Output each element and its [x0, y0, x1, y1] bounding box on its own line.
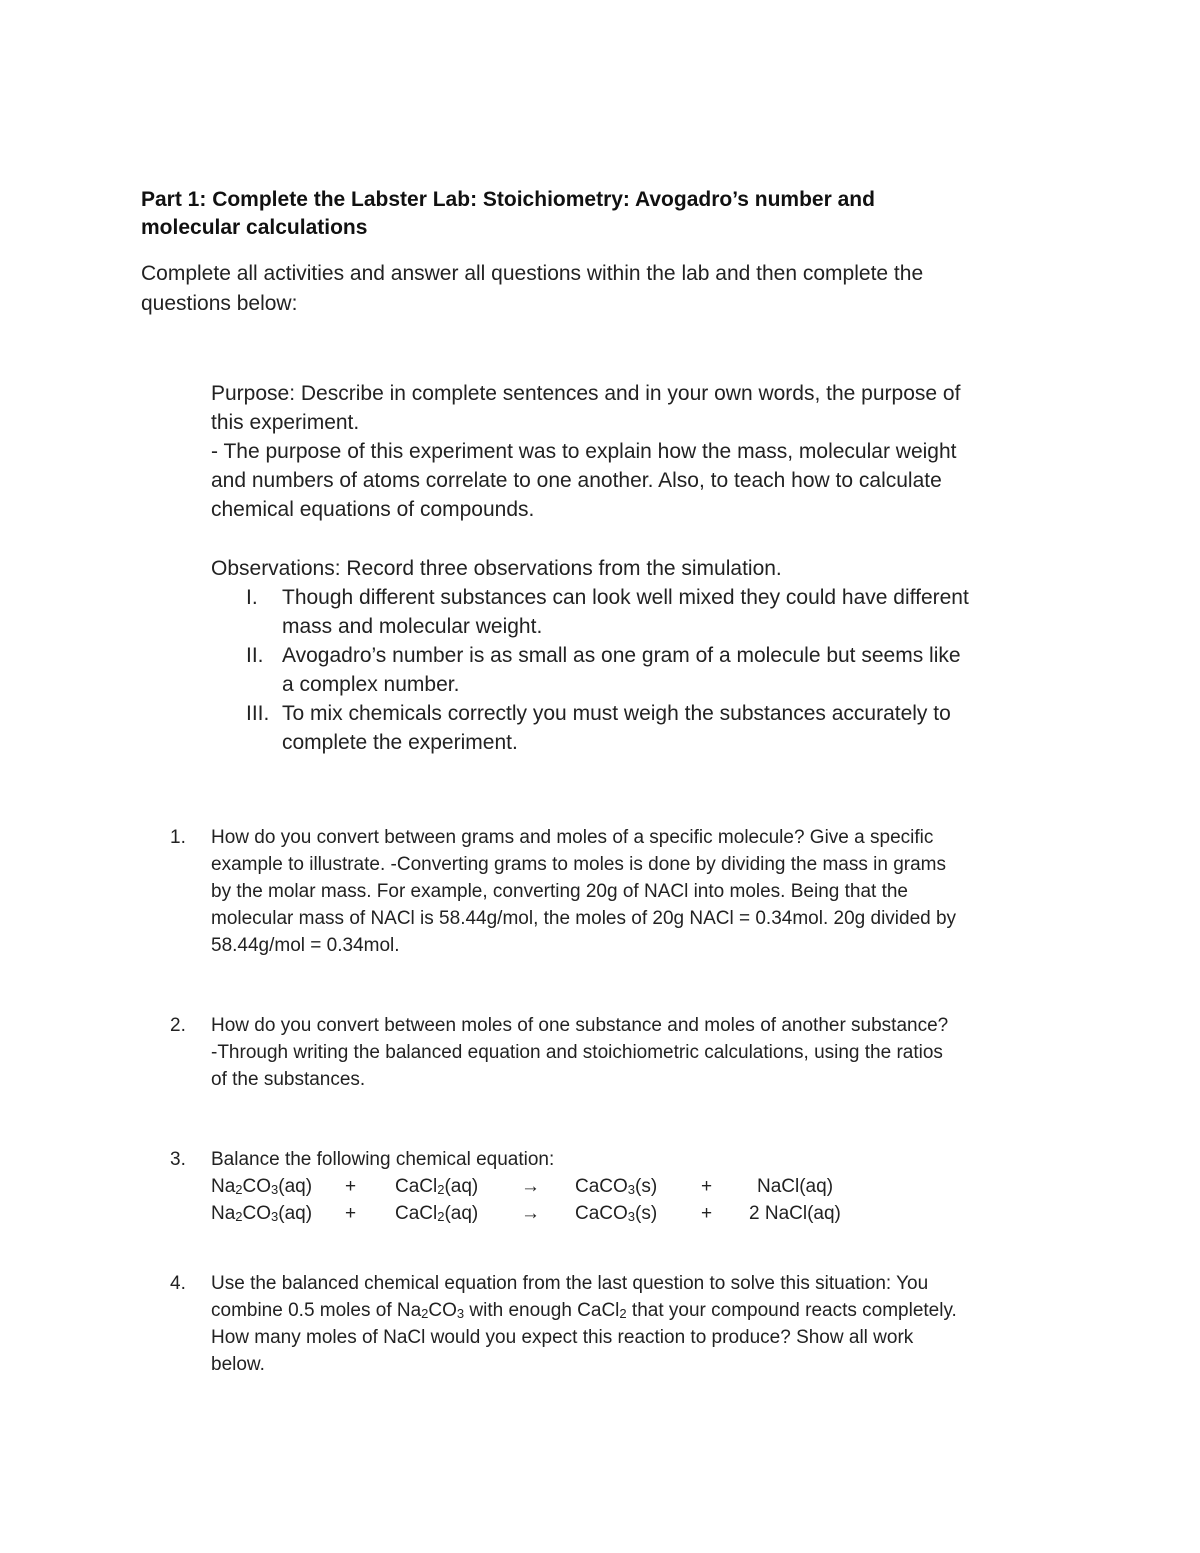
- question-number: 2.: [170, 1015, 186, 1036]
- observations-list: [211, 583, 1071, 757]
- question-line: below.: [211, 1354, 265, 1375]
- reactant-cacl2: CaCl$_2$(aq): [395, 1176, 479, 1197]
- observations-prompt: Observations: Record three observations from the simulation.: [211, 557, 782, 580]
- observation-number: III.: [246, 702, 270, 725]
- intro-paragraph: [141, 259, 1041, 319]
- observation-number: I.: [246, 586, 258, 609]
- product-nacl: 2 NaCl(aq): [749, 1203, 841, 1224]
- question-line: How do you convert between moles of one substance and moles of another substance?: [211, 1015, 949, 1036]
- product-caco3: CaCO$_3$(s): [575, 1176, 658, 1197]
- reactant-na2co3: $Na_2CO_3(aq)$: [211, 1203, 313, 1224]
- observation-line: mass and molecular weight.: [282, 615, 543, 638]
- question-line: How do you convert between grams and moles of a specific molecule? Give a specific: [211, 827, 934, 848]
- observation-item: [211, 641, 1071, 699]
- purpose-answer-line-1: - The purpose of this experiment was to explain how the mass, molecular weight: [211, 440, 957, 463]
- reactant-cacl2: CaCl$_2$(aq): [395, 1203, 479, 1224]
- purpose-answer-line-2: and numbers of atoms correlate to one another. Also, to teach how to calculate: [211, 469, 942, 492]
- question-line: by the molar mass. For example, converting 20g of NACl into moles. Being that the: [211, 881, 908, 902]
- question-line: How many moles of NaCl would you expect this reaction to produce? Show all work: [211, 1327, 914, 1348]
- reaction-arrow: →: [521, 1203, 540, 1224]
- balanced-equation: [211, 1200, 1070, 1227]
- question-4: [170, 1270, 1070, 1378]
- intro-line-1: Complete all activities and answer all questions within the lab and then complete the: [141, 262, 924, 285]
- question-prompt: Balance the following chemical equation:: [211, 1149, 555, 1170]
- question-line: combine 0.5 moles of $Na_2CO_3$ with enough CaCl$_2$ that your compound reacts completely.: [211, 1300, 957, 1321]
- heading-line-2: molecular calculations: [141, 216, 368, 239]
- question-line: 58.44g/mol = 0.34mol.: [211, 935, 400, 956]
- observation-item: [211, 583, 1071, 641]
- observation-line: Though different substances can look well mixed they could have different: [282, 586, 969, 609]
- question-line: of the substances.: [211, 1069, 366, 1090]
- question-2: [170, 1012, 1070, 1093]
- question-1: [170, 824, 1070, 959]
- observation-line: To mix chemicals correctly you must weigh the substances accurately to: [282, 702, 951, 725]
- plus-sign: +: [345, 1203, 357, 1224]
- product-caco3: CaCO$_3$(s): [575, 1203, 658, 1224]
- plus-sign: +: [701, 1203, 713, 1224]
- plus-sign: +: [701, 1176, 713, 1197]
- question-number: 3.: [170, 1149, 186, 1170]
- purpose-section: [211, 379, 1071, 524]
- observation-line: Avogadro’s number is as small as one gram of a molecule but seems like: [282, 644, 961, 667]
- purpose-prompt-line-1: Purpose: Describe in complete sentences and in your own words, the purpose of: [211, 382, 961, 405]
- question-line: -Through writing the balanced equation and stoichiometric calculations, using the ratios: [211, 1042, 943, 1063]
- formula-na2co3: $Na_2CO_3$: [396, 1300, 465, 1321]
- question-line: molecular mass of NACl is 58.44g/mol, the moles of 20g NACl = 0.34mol. 20g divided by: [211, 908, 957, 929]
- question-line: example to illustrate. -Converting grams to moles is done by dividing the mass in grams: [211, 854, 946, 875]
- question-number: 4.: [170, 1273, 186, 1294]
- observation-number: II.: [246, 644, 264, 667]
- observation-item: [211, 699, 1071, 757]
- question-line: Use the balanced chemical equation from the last question to solve this situation: You: [211, 1273, 929, 1294]
- observation-line: complete the experiment.: [282, 731, 518, 754]
- intro-line-2: questions below:: [141, 292, 298, 315]
- reaction-arrow: →: [521, 1176, 540, 1197]
- heading-line-1: Part 1: Complete the Labster Lab: Stoichiometry: Avogadro’s number and: [141, 188, 875, 211]
- formula-cacl2: CaCl$_2$: [577, 1300, 627, 1321]
- purpose-prompt-line-2: this experiment.: [211, 411, 360, 434]
- product-nacl: NaCl(aq): [757, 1176, 834, 1197]
- observation-line: a complex number.: [282, 673, 460, 696]
- part-heading: [141, 186, 1041, 242]
- reactant-na2co3: $Na_2CO_3(aq)$: [211, 1176, 313, 1197]
- question-number: 1.: [170, 827, 186, 848]
- unbalanced-equation: [211, 1173, 1070, 1200]
- purpose-answer-line-3: chemical equations of compounds.: [211, 498, 535, 521]
- question-3: [170, 1146, 1070, 1227]
- plus-sign: +: [345, 1176, 357, 1197]
